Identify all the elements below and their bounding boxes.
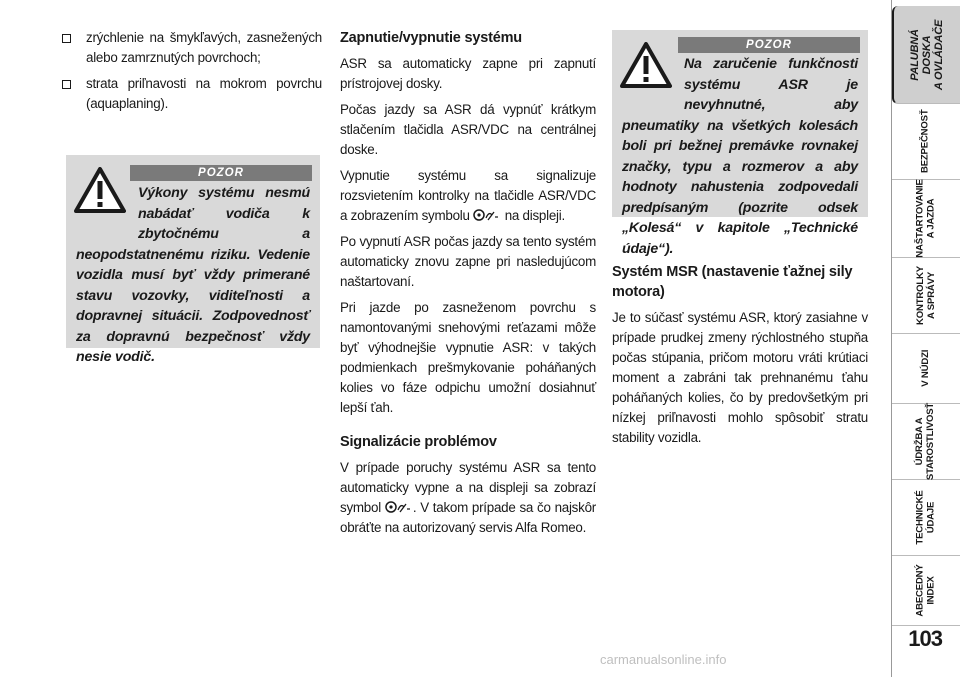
warning-text: Výkony systému nesmú nabádať vodiča k zbytočnému a neopodstatnenému riziku. Vedenie vozidla musí byť vždy primerané stavu vozovky, viditeľnosti a dopravnej situácii. Zodpovednosť za dopravnú bezpečnosť vždy nesie vodič. xyxy=(76,185,310,365)
warning-triangle-icon xyxy=(620,42,672,88)
paragraph: Po vypnutí ASR počas jazdy sa tento systém automaticky znovu zapne pri nasledujúcom naštartovaní. xyxy=(340,234,596,289)
warning-text: Na zaručenie funkčnosti systému ASR je nevyhnutné, aby pneumatiky na všetkých kolesách boli pri bežnej premávke rovnakej značky, typu a rozmerov a aby hodnoty nahustenia zodpovedali predpísaným (pozrite odsek „Kolesá“ v kapitole „Technické údaje“). xyxy=(622,56,858,257)
section-heading: Zapnutie/vypnutie systému xyxy=(340,30,522,46)
bullet-list xyxy=(60,28,322,114)
column-middle xyxy=(340,28,596,544)
warning-box-tyres xyxy=(612,30,868,257)
section-heading: Signalizácie problémov xyxy=(340,434,497,450)
warning-box-performance xyxy=(66,155,320,365)
checkbox-bullet-icon xyxy=(62,80,71,89)
tab-udrzba[interactable]: ÚDRŽBA A STAROSTLIVOSŤ xyxy=(892,404,960,480)
tab-v-nudzi[interactable]: V NÚDZI xyxy=(892,334,960,404)
paragraph: ASR sa automaticky zapne pri zapnutí prístrojovej dosky. xyxy=(340,56,596,91)
chapter-tab-strip xyxy=(886,0,960,677)
tab-technicke-udaje[interactable]: TECHNICKÉ ÚDAJE xyxy=(892,480,960,556)
page-number: 103 xyxy=(908,626,942,651)
warning-badge: POZOR xyxy=(130,165,312,181)
paragraph: V prípade poruchy systému ASR sa tento automaticky vypne a na displeji sa zobrazí symbol . V takom prípade sa čo najskôr obráťte na autorizovaný servis Alfa Romeo. xyxy=(340,460,596,535)
asr-fault-symbol-icon xyxy=(385,501,413,513)
paragraph: Vypnutie systému sa signalizuje rozsvietením kontrolky na tlačidle ASR/VDC a zobrazením symbolu na displeji. xyxy=(340,168,596,223)
watermark: carmanualsonline.info xyxy=(600,652,727,667)
tab-palubna-doska[interactable]: PALUBNÁ DOSKA A OVLÁDAČE xyxy=(892,6,960,104)
bullet-item: zrýchlenie na šmykľavých, zasnežených alebo zamrznutých povrchoch; xyxy=(60,28,322,68)
bullet-item: strata priľnavosti na mokrom povrchu (aquaplaning). xyxy=(60,74,322,114)
tab-abecedny-index[interactable]: ABECEDNÝ INDEX xyxy=(892,556,960,626)
tab-bezpecnost[interactable]: BEZPEČNOSŤ xyxy=(892,104,960,180)
warning-triangle-icon xyxy=(74,167,126,213)
paragraph: Počas jazdy sa ASR dá vypnúť krátkym stlačením tlačidla ASR/VDC na centrálnej doske. xyxy=(340,102,596,157)
paragraph: Pri jazde po zasneženom povrchu s namontovanými snehovými reťazami môže byť výhodnejšie vypnutie ASR: v takých podmienkach prešmykovanie poháňaných kolies vo fáze odpichu umožní dosiahnuť lepší ťah. xyxy=(340,300,596,415)
tab-kontrolky[interactable]: KONTROLKY A SPRÁVY xyxy=(892,258,960,334)
checkbox-bullet-icon xyxy=(62,34,71,43)
column-left xyxy=(60,28,322,120)
warning-badge: POZOR xyxy=(678,37,860,53)
section-heading: Systém MSR (nastavenie ťažnej sily motora) xyxy=(612,264,853,300)
asr-off-symbol-icon xyxy=(473,209,501,221)
column-right xyxy=(612,262,868,454)
tab-nastartovanie[interactable]: NAŠTARTOVANIE A JAZDA xyxy=(892,180,960,258)
paragraph: Je to súčasť systému ASR, ktorý zasiahne v prípade prudkej zmeny rýchlostného stupňa počas stúpania, pričom motoru vráti krútiaci moment a zabráni tak prehnanému ťahu poháňaných kolies, čo by predovšetkým pri nízkej priľnavosti mohlo spôsobiť stratu stability vozidla. xyxy=(612,310,868,445)
